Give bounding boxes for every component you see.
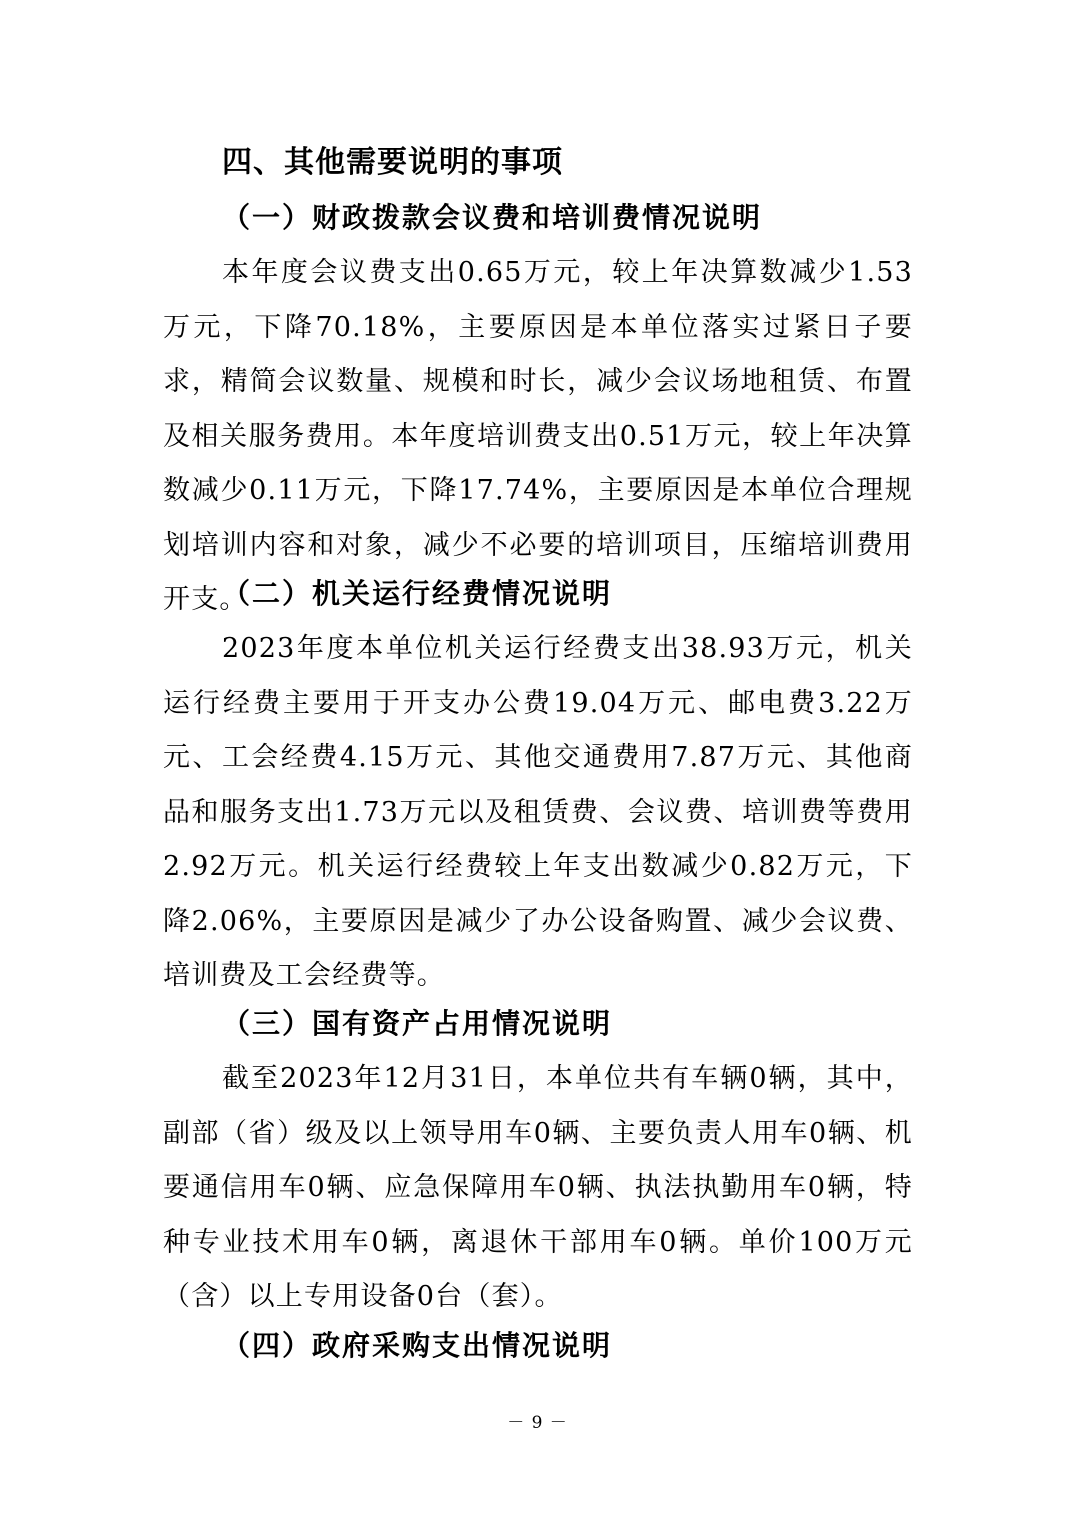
page-number: － 9 － — [507, 1413, 568, 1433]
section-title: 四、其他需要说明的事项 — [222, 145, 563, 180]
subsection-body-2: 2023年度本单位机关运行经费支出38.93万元，机关运行经费主要用于开支办公费19.04万元、邮电费3.22万元、工会经费4.15万元、其他交通费用7.87万元、其他商品和服务支出1.73万元以及租赁费、会议费、培训费等费用2.92万元。机关运行经费较上年支出数减少0.82万元，下降2.06%，主要原因是减少了办公设备购置、减少会议费、培训费及工会经费等。 — [163, 633, 913, 991]
subsection-heading-4: （四）政府采购支出情况说明 — [222, 1329, 613, 1362]
subsection-body-3: 截至2023年12月31日，本单位共有车辆0辆，其中，副部（省）级及以上领导用车0辆、主要负责人用车0辆、机要通信用车0辆、应急保障用车0辆、执法执勤用车0辆，特种专业技术用车0辆，离退休干部用车0辆。单价100万元（含）以上专用设备0台（套）。 — [163, 1063, 913, 1312]
subsection-body-1: 本年度会议费支出0.65万元，较上年决算数减少1.53万元，下降70.18%，主要原因是本单位落实过紧日子要求，精简会议数量、规模和时长，减少会议场地租赁、布置及相关服务费用。本年度培训费支出0.51万元，较上年决算数减少0.11万元，下降17.74%，主要原因是本单位合理规划培训内容和对象，减少不必要的培训项目，压缩培训费用开支。 — [163, 257, 913, 615]
subsection-heading-3: （三）国有资产占用情况说明 — [222, 1007, 613, 1040]
subsection-heading-2: （二）机关运行经费情况说明 — [222, 577, 613, 610]
subsection-heading-1: （一）财政拨款会议费和培训费情况说明 — [222, 201, 763, 234]
